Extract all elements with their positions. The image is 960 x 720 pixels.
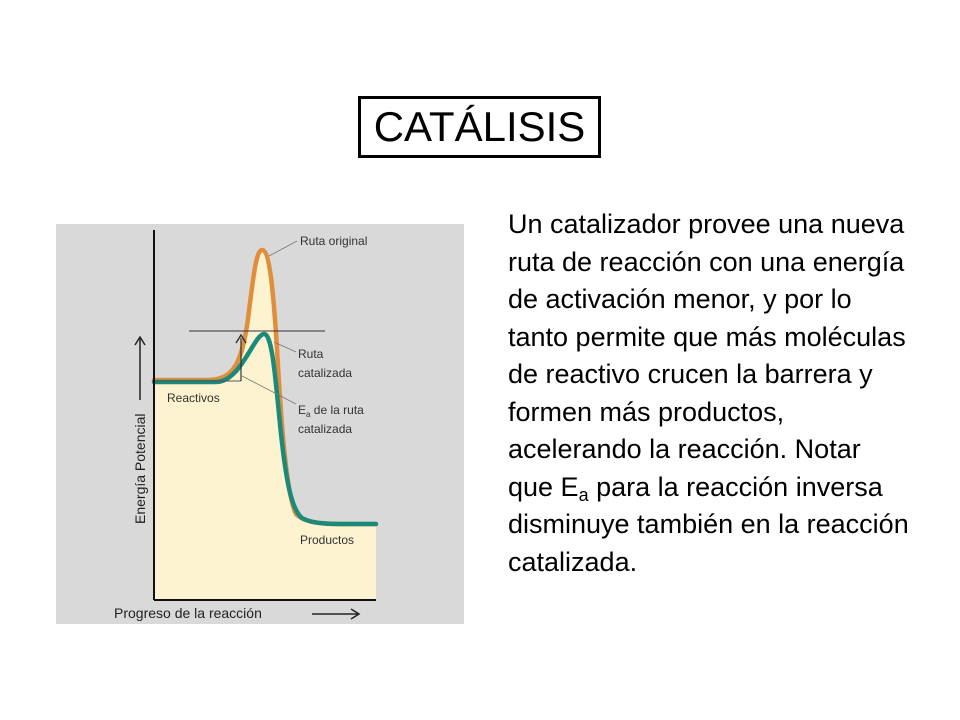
label-ea-line2: catalizada: [298, 422, 353, 436]
label-ea-sub: a: [306, 410, 311, 419]
label-catalyzed-path-line1: Ruta: [298, 347, 324, 361]
label-reactants: Reactivos: [167, 391, 220, 405]
explanation-part1: Un catalizador provee una nueva ruta de reacción con una energía de activación menor, y por lo tanto permite que más moléculas de reactivo crucen la barrera y formen más productos, acelerando la reacción. Notar que E: [508, 209, 906, 502]
label-ea-E: E: [298, 403, 307, 417]
energy-diagram-svg: [56, 224, 464, 624]
label-products: Productos: [300, 533, 355, 547]
label-ea-rest: de la ruta: [310, 403, 364, 417]
explanation-part2: para la reacción inversa disminuye también en la reacción catalizada.: [508, 471, 909, 577]
label-catalyzed-path-line2: catalizada: [298, 366, 353, 380]
page-title: CATÁLISIS: [358, 96, 601, 158]
explanation-subscript: a: [578, 484, 589, 505]
label-original-path: Ruta original: [300, 234, 368, 248]
explanation-text: [508, 206, 913, 581]
x-axis-label: Progreso de la reacción: [114, 605, 262, 621]
energy-diagram: [56, 224, 464, 624]
y-axis-label: Energía Potencial: [132, 413, 148, 524]
